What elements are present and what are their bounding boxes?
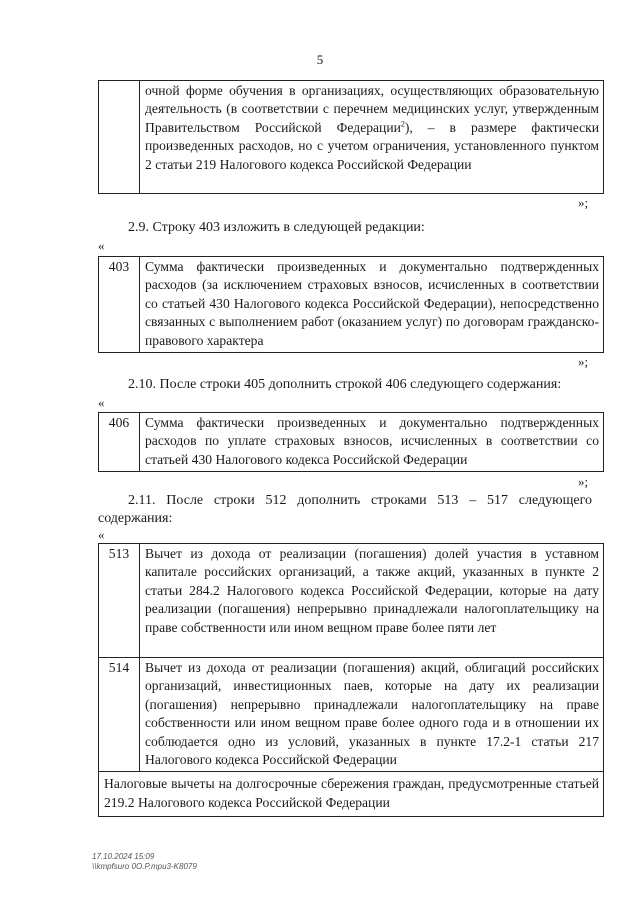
footnote-marker: 2: [400, 119, 405, 129]
table-continuation: [98, 80, 604, 194]
table-row: [99, 772, 604, 817]
row-text: Налоговые вычеты на долгосрочные сбережения граждан, предусмотренные статьей 219.2 Налогового кодекса Российской Федерации: [99, 772, 604, 817]
table-rows-513-517: [98, 543, 604, 817]
row-code: 514: [99, 658, 140, 772]
paragraph-2-9: 2.9. Строку 403 изложить в следующей редакции:: [128, 220, 425, 235]
row-text-tail: ), – в размере фактически произведенных расходов, но с учетом ограничения, установленного пунктом 2 статьи 219 Налогового кодекса Российской Федерации: [145, 119, 600, 172]
row-text: очной форме обучения в организациях, осуществляющих образовательную деятельность (в соответствии с перечнем медицинских услуг, утвержденным Правительством Российской Федерации: [145, 83, 599, 135]
table-row-403: [98, 256, 604, 353]
footer-timestamp: 17.10.2024 15:09: [92, 852, 155, 861]
page-number: 5: [316, 52, 324, 67]
row-code: 403: [99, 257, 140, 353]
row-code: 513: [99, 544, 140, 658]
opening-quote: «: [98, 395, 105, 410]
row-text: Вычет из дохода от реализации (погашения) акций, облигаций российских организаций, инвестиционных паев, которые на дату их реализации (погашения) непрерывно принадлежали налогоплательщику на праве собственности или ином вещном праве более одного года и в отношении их соблюдается одно из условий, указанных в пункте 17.2-1 статьи 217 Налогового кодекса Российской Федерации: [140, 658, 604, 772]
row-code-cell: [99, 81, 140, 194]
row-text: Сумма фактически произведенных и документально подтвержденных расходов по уплате страховых взносов, исчисленных в соответствии со статьей 430 Налогового кодекса Российской Федерации: [140, 413, 604, 472]
row-code: 406: [99, 413, 140, 472]
closing-quote: »;: [578, 354, 589, 369]
paragraph-2-10: 2.10. После строки 405 дополнить строкой 406 следующего содержания:: [128, 377, 562, 392]
table-row: [99, 413, 604, 472]
table-row: [99, 81, 604, 194]
footer-stamp: [92, 852, 197, 872]
table-row: [99, 544, 604, 658]
table-row-406: [98, 412, 604, 472]
opening-quote: «: [98, 238, 105, 253]
paragraph-2-11: 2.11. После строки 512 дополнить строками 513 – 517 следующего содержания:: [98, 493, 592, 527]
row-text: Сумма фактически произведенных и документально подтвержденных расходов (за исключением страховых взносов, исчисленных в соответствии со статьей 430 Налогового кодекса Российской Федерации), непосредственно связанных с выполнением работ (оказанием услуг) по договорам гражданско-правового характера: [140, 257, 604, 353]
closing-quote: »;: [578, 474, 589, 489]
table-row: [99, 257, 604, 353]
row-text: Вычет из дохода от реализации (погашения) долей участия в уставном капитале российских организаций, а также акций, указанных в пункте 2 статьи 284.2 Налогового кодекса Российской Федерации, которые на дату реализации (погашения) непрерывно принадлежали налогоплательщику на праве собственности или ином вещном праве более пяти лет: [140, 544, 604, 658]
footer-path: \\kmpfsuro 0O.P.mpu3-K8079: [92, 862, 197, 871]
table-row: [99, 658, 604, 772]
closing-quote: »;: [578, 195, 589, 210]
row-text-cell: [140, 81, 604, 194]
opening-quote: «: [98, 527, 105, 542]
